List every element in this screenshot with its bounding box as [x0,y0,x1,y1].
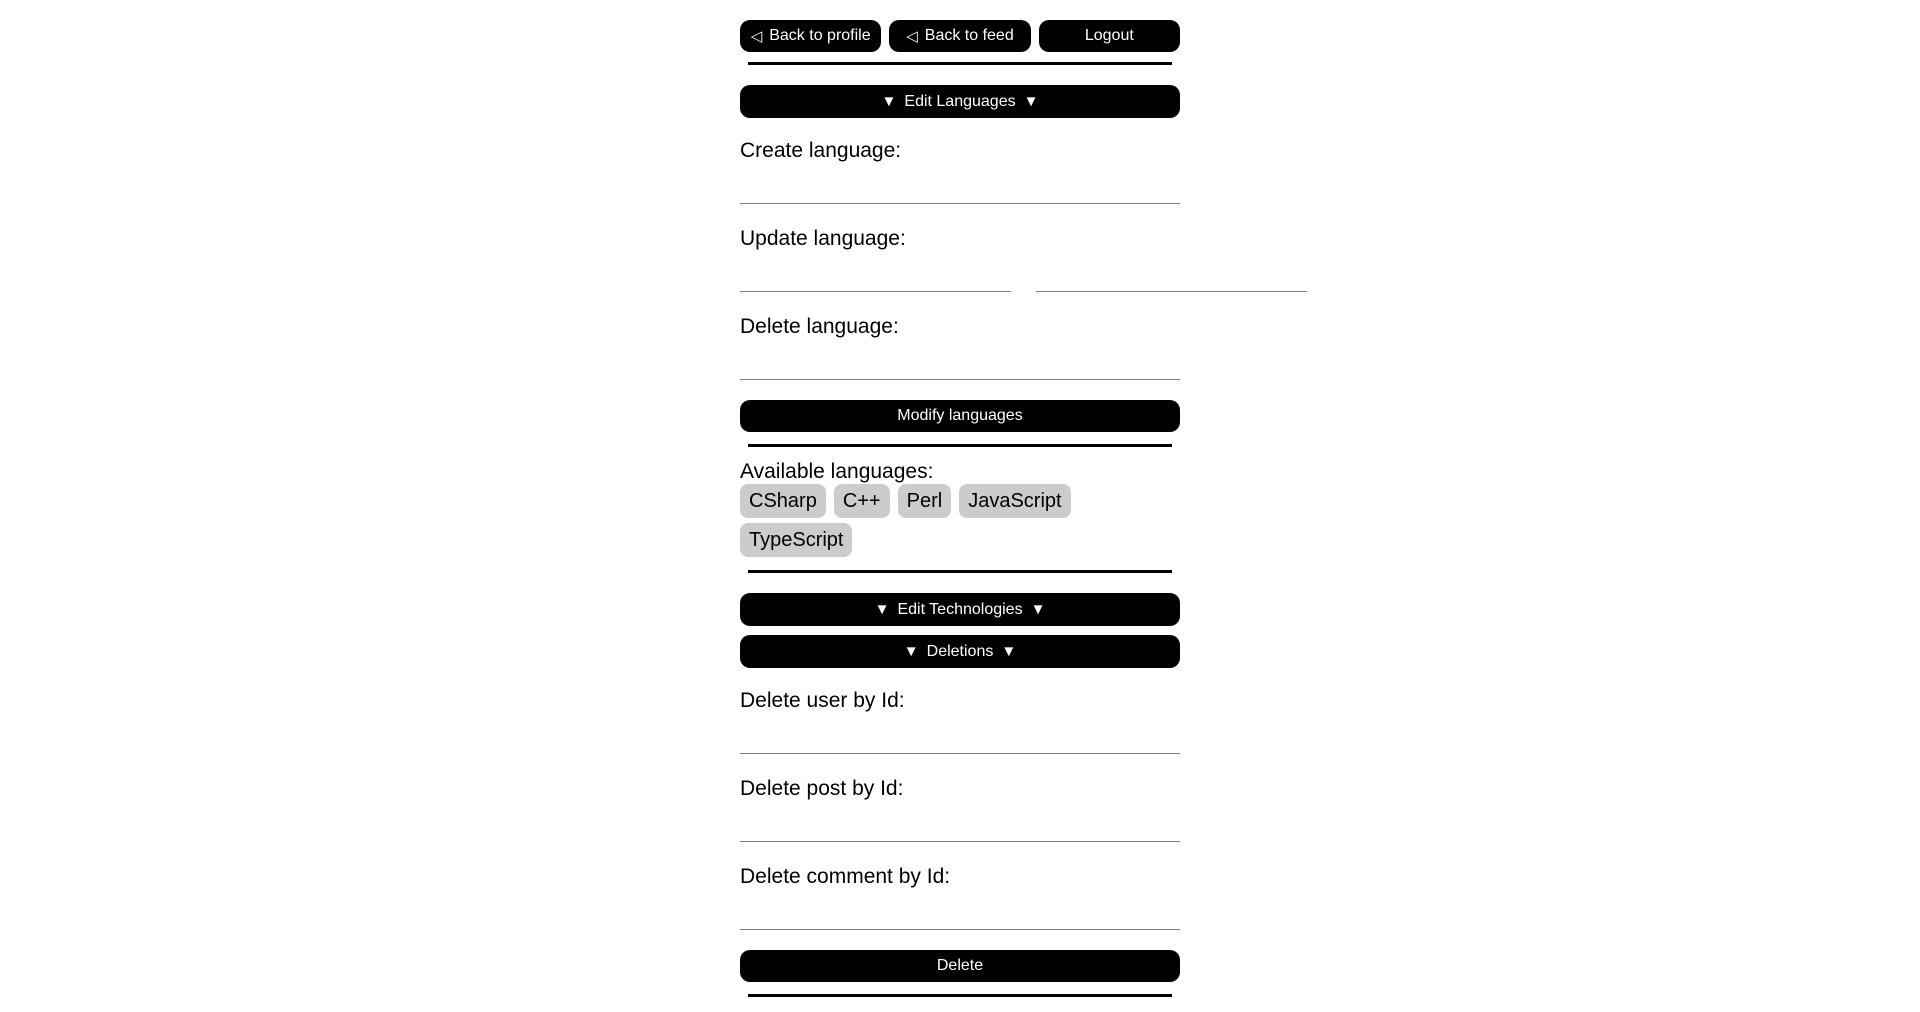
update-language-new-input[interactable] [1036,252,1307,292]
chevron-down-icon: ▼ [1023,93,1039,110]
delete-user-id-input[interactable] [740,714,1180,754]
edit-languages-toggle[interactable] [740,85,1180,118]
language-tag: C++ [834,484,890,518]
modify-languages-label: Modify languages [897,407,1023,424]
edit-languages-toggle-label: Edit Languages [904,92,1016,110]
delete-comment-id-input[interactable] [740,890,1180,930]
update-language-label: Update language: [740,227,906,250]
language-tag: JavaScript [959,484,1070,518]
admin-panel [740,0,1180,997]
edit-technologies-toggle[interactable] [740,593,1180,626]
back-arrow-icon: ◁ [906,28,918,45]
divider [748,994,1172,997]
top-navigation [740,20,1180,52]
language-tag: TypeScript [740,523,852,557]
delete-post-label: Delete post by Id: [740,777,904,800]
divider [748,444,1172,447]
delete-button[interactable] [740,950,1180,982]
delete-comment-label: Delete comment by Id: [740,865,951,888]
delete-button-label: Delete [936,957,984,974]
divider [748,62,1172,65]
delete-language-input[interactable] [740,340,1180,380]
language-tag: CSharp [740,484,826,518]
edit-technologies-toggle-label: Edit Technologies [897,600,1023,618]
delete-user-label: Delete user by Id: [740,689,905,712]
logout-label: Logout [1084,27,1134,44]
modify-languages-button[interactable] [740,400,1180,432]
deletions-toggle[interactable] [740,635,1180,668]
available-languages-list [740,484,1180,557]
update-language-old-input[interactable] [740,252,1011,292]
delete-language-label: Delete language: [740,315,899,338]
update-language-inputs [740,252,1180,292]
back-to-profile-button[interactable] [740,20,881,52]
back-to-profile-label: Back to profile [769,27,871,44]
divider [748,570,1172,573]
create-language-label: Create language: [740,139,902,162]
chevron-down-icon: ▼ [874,601,890,618]
chevron-down-icon: ▼ [1001,643,1017,660]
back-arrow-icon: ◁ [750,28,763,45]
deletions-toggle-label: Deletions [926,642,994,660]
logout-button[interactable] [1039,20,1180,52]
chevron-down-icon: ▼ [1030,601,1046,618]
chevron-down-icon: ▼ [903,643,919,660]
language-tag: Perl [898,484,952,518]
delete-post-id-input[interactable] [740,802,1180,842]
create-language-input[interactable] [740,164,1180,204]
back-to-feed-label: Back to feed [924,27,1014,44]
back-to-feed-button[interactable] [889,20,1030,52]
chevron-down-icon: ▼ [881,93,897,110]
available-languages-label: Available languages: [740,460,934,483]
